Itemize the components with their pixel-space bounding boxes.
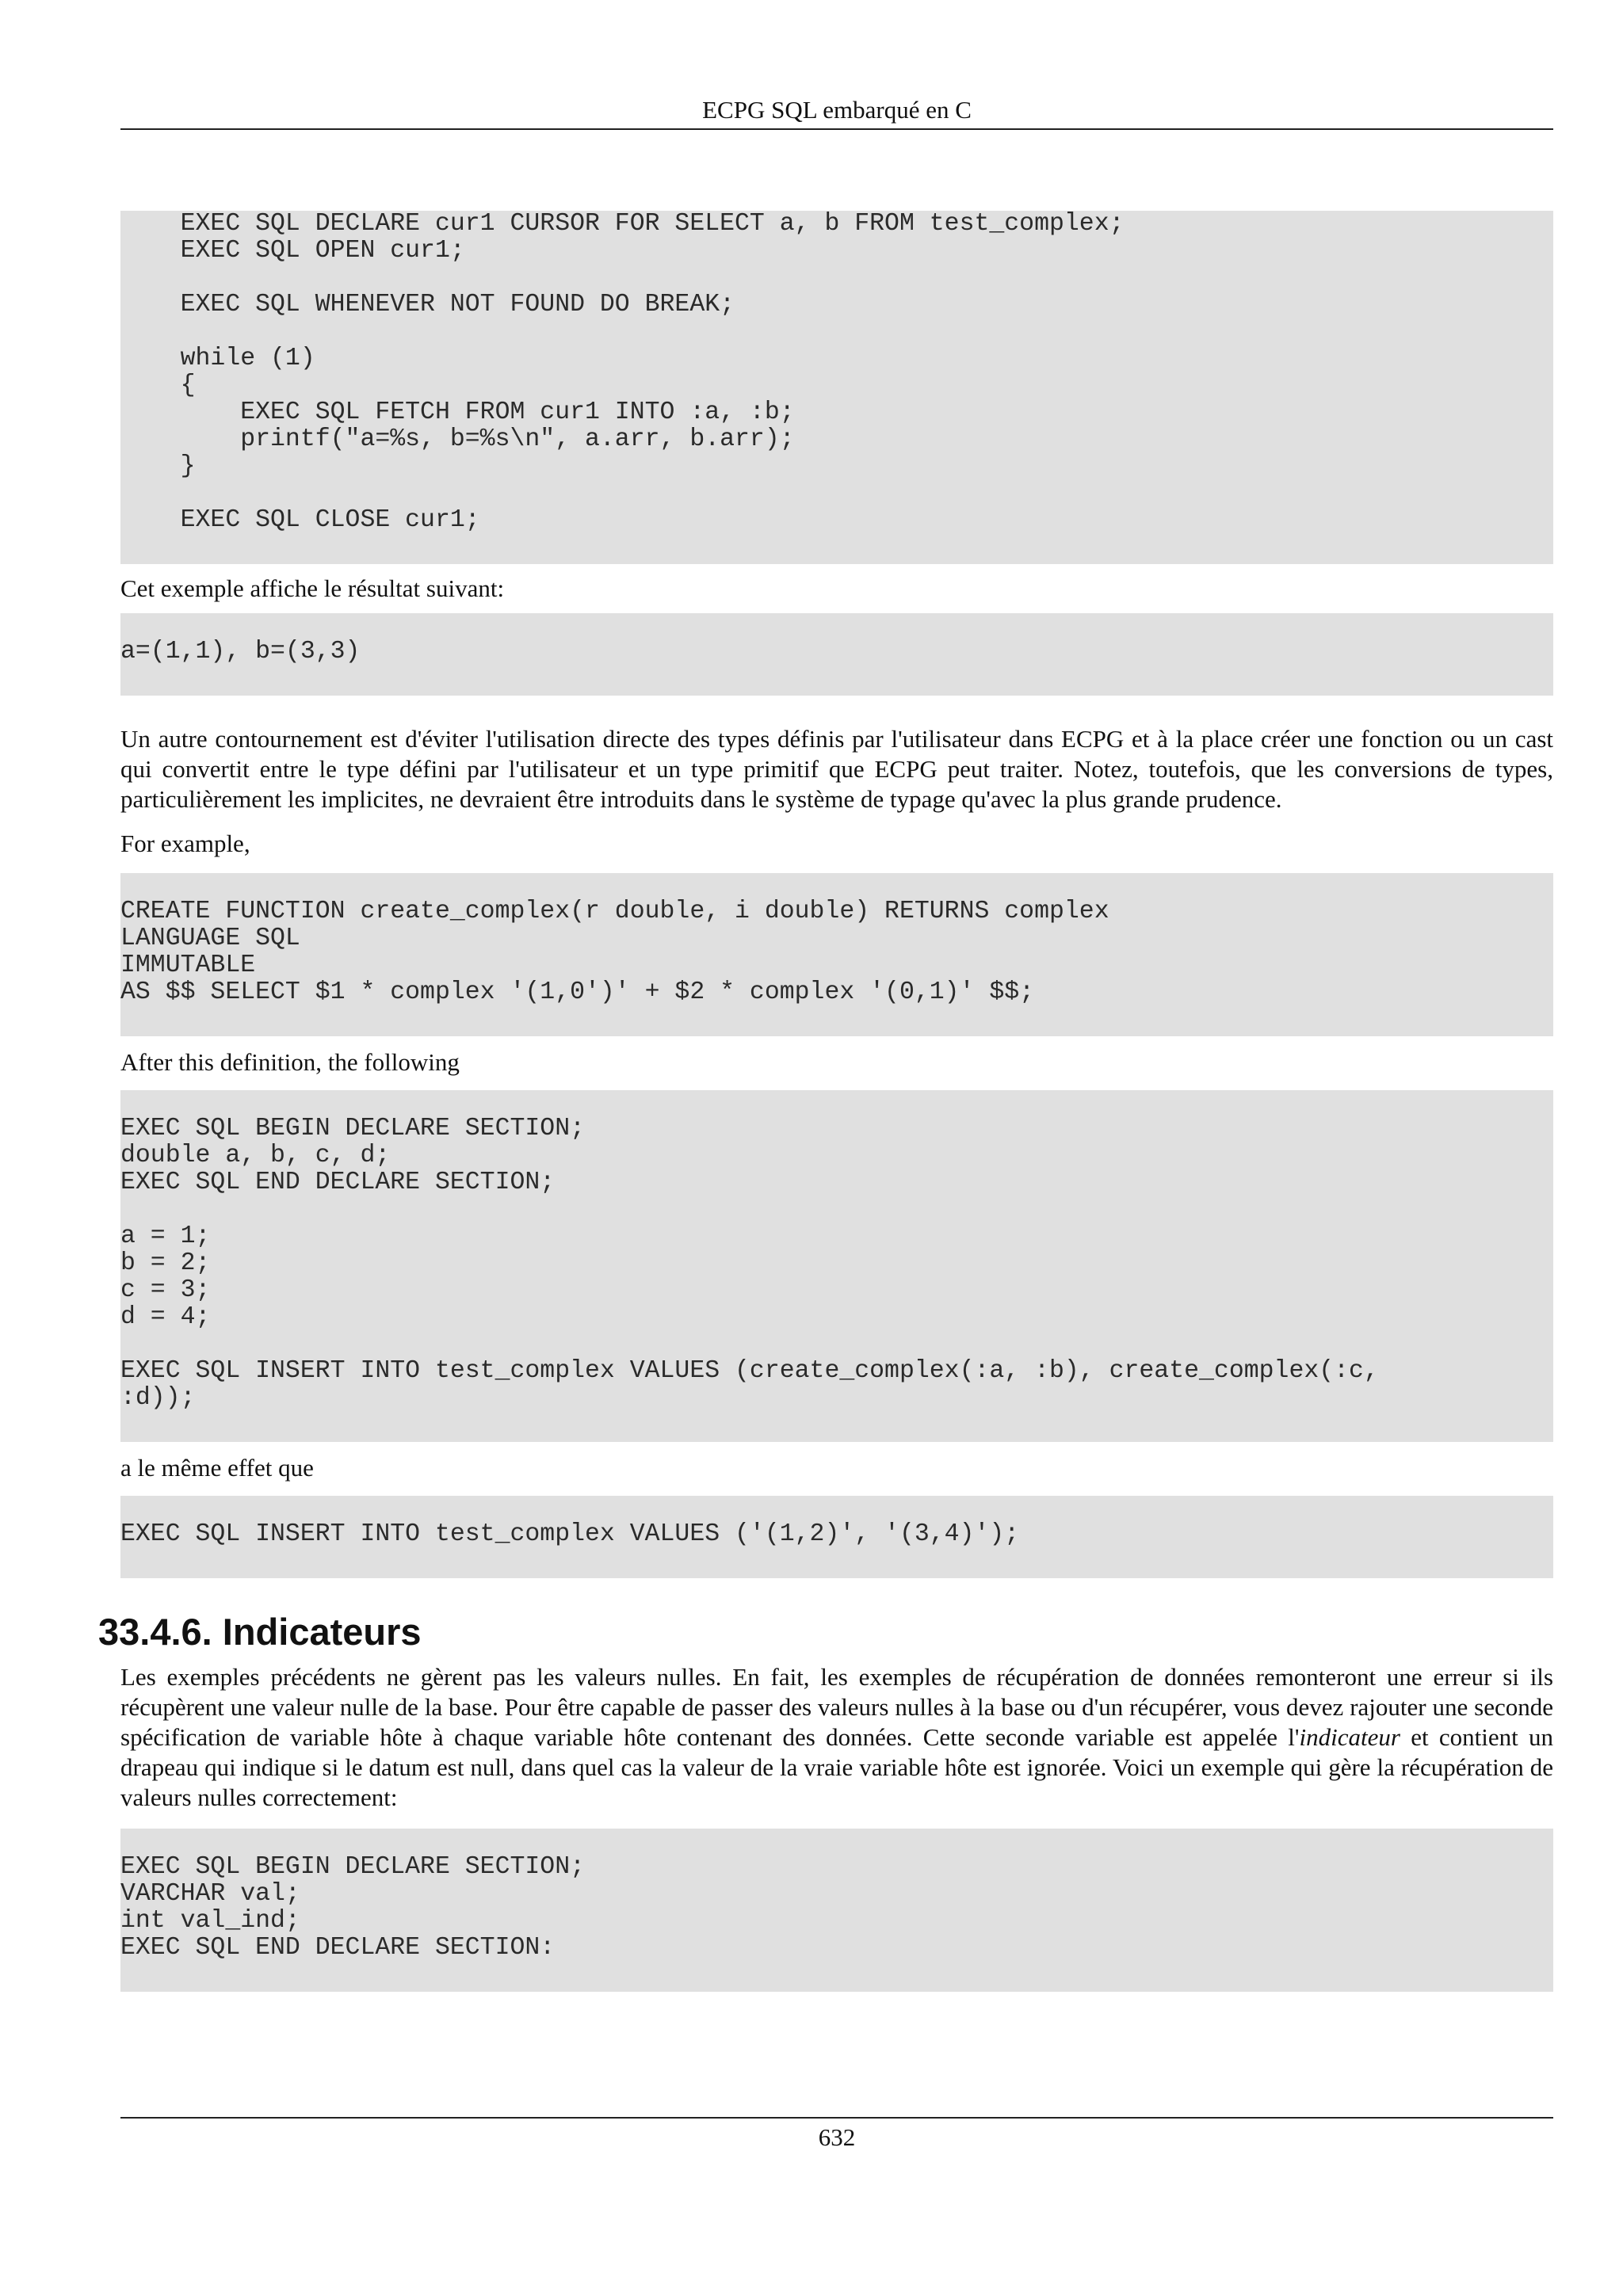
section-heading-indicators: 33.4.6. Indicateurs <box>98 1611 422 1653</box>
paragraph-result-intro: Cet exemple affiche le résultat suivant: <box>120 574 505 602</box>
paragraph-indicators <box>120 1662 1553 1813</box>
code-block-result: a=(1,1), b=(3,3) <box>120 613 1553 696</box>
code-block-create-function: CREATE FUNCTION create_complex(r double, i double) RETURNS complex LANGUAGE SQL IMMUTABLE AS $$ SELECT $1 * complex '(1,0')' + $2 * complex '(0,1)' $$; <box>120 873 1553 1036</box>
running-header: ECPG SQL embarqué en C <box>120 92 1553 130</box>
code-block-insert-literal: EXEC SQL INSERT INTO test_complex VALUES ('(1,2)', '(3,4)'); <box>120 1496 1553 1578</box>
paragraph-for-example: For example, <box>120 830 250 857</box>
paragraph-same-effect: a le même effet que <box>120 1454 314 1482</box>
page-number: 632 <box>120 2117 1553 2155</box>
document-page <box>98 0 1553 2296</box>
paragraph-after-definition: After this definition, the following <box>120 1048 460 1076</box>
code-block-indicator-decl: EXEC SQL BEGIN DECLARE SECTION; VARCHAR val; int val_ind; EXEC SQL END DECLARE SECTION: <box>120 1829 1553 1992</box>
term-indicateur: indicateur <box>1299 1723 1400 1751</box>
paragraph-indicators-part1: Les exemples précédents ne gèrent pas les valeurs nulles. En fait, les exemples de récupération de données remonteront une erreur si ils récupèrent une valeur nulle de la base. Pour être capable de passer des valeurs nulles à la base ou d'un récupérer, vous devez rajouter une seconde spécification de variable hôte à chaque variable hôte contenant des données. Cette seconde variable est appelée l' <box>120 1663 1553 1751</box>
code-block-insert-vars: EXEC SQL BEGIN DECLARE SECTION; double a, b, c, d; EXEC SQL END DECLARE SECTION; a = 1; b = 2; c = 3; d = 4; EXEC SQL INSERT INTO test_complex VALUES (create_complex(:a, :b), create_complex(:c, :d)); <box>120 1090 1553 1442</box>
paragraph-workaround: Un autre contournement est d'éviter l'utilisation directe des types définis par l'utilisateur dans ECPG et à la place créer une fonction ou un cast qui convertit entre le type défini par l'utilisateur et un type primitif que ECPG peut traiter. Notez, toutefois, que les conversions de types, particulièrement les implicites, ne devraient être introduits dans le système de typage qu'avec la plus grande prudence. <box>120 725 1553 813</box>
paragraph-indicators-part2: et contient un drapeau qui indique si le datum est null, dans quel cas la valeur de la vraie variable hôte est ignorée. Voici un exemple qui gère la récupération de valeurs nulles correctement: <box>120 1723 1553 1811</box>
code-block-cursor: EXEC SQL DECLARE cur1 CURSOR FOR SELECT a, b FROM test_complex; EXEC SQL OPEN cur1; EXEC SQL WHENEVER NOT FOUND DO BREAK; while (1) { EXEC SQL FETCH FROM cur1 INTO :a, :b; printf("a=%s, b=%s\n", a.arr, b.arr); } EXEC SQL CLOSE cur1; <box>120 211 1553 564</box>
document-body <box>98 211 1553 1992</box>
